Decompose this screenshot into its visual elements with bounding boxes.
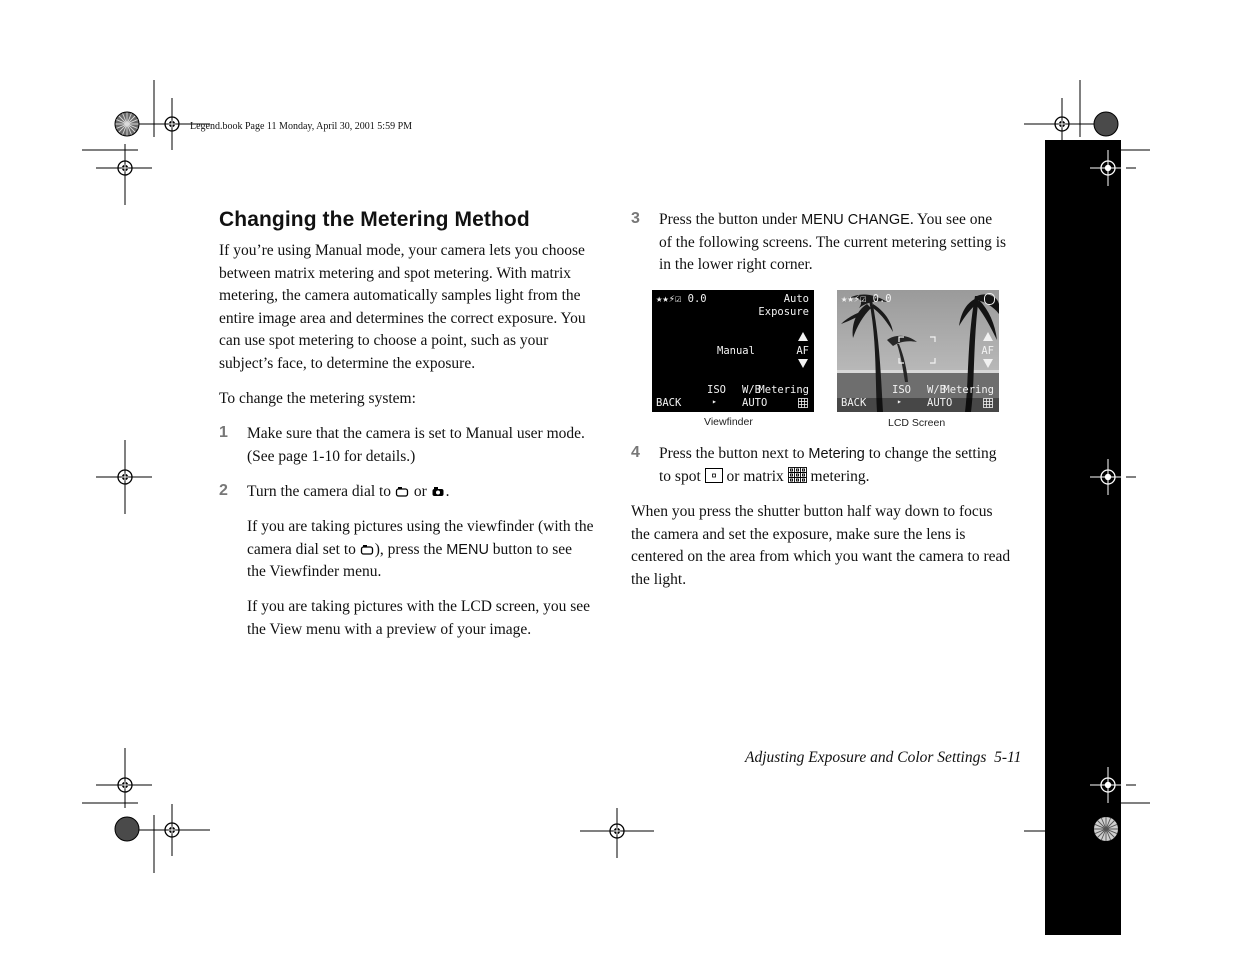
af-up-arrow-icon — [798, 332, 808, 341]
step-2-viewfinder-text — [247, 516, 609, 584]
step-line-part: to spot — [659, 467, 701, 485]
step-line: the Viewfinder menu. — [247, 563, 382, 581]
matrix-metering-icon — [983, 398, 993, 408]
mode-label: Manual — [717, 345, 755, 357]
auto-label: Auto — [783, 293, 809, 305]
card-status-icon — [984, 293, 995, 305]
spot-metering-icon — [705, 468, 723, 483]
intro-line: metering, the camera automatically samples light from the — [219, 287, 581, 305]
step-1-number: 1 — [219, 424, 228, 441]
page-footer: Adjusting Exposure and Color Settings 5-11 — [745, 749, 1022, 766]
closing-line: centered on the area from which you want the camera to read — [631, 548, 1011, 566]
metering-label: Metering — [758, 384, 809, 396]
metering-key-label: Metering — [808, 446, 865, 462]
step-3-text — [659, 209, 1024, 277]
closing-line: the light. — [631, 570, 687, 588]
step-line-part: Press the button under — [659, 211, 798, 228]
step-2-mid: or — [413, 483, 427, 500]
flash-quality-icon: ★★ — [656, 293, 669, 305]
step-4-text — [659, 443, 1024, 488]
step-2-number: 2 — [219, 482, 228, 499]
metering-label: Metering — [943, 384, 994, 396]
iso-arrow-icon: ▸ — [712, 397, 717, 406]
step-line — [659, 443, 1024, 466]
af-label: AF — [981, 345, 994, 357]
step-line — [659, 209, 1024, 232]
exposure-label: Exposure — [758, 306, 809, 318]
step-line: the View menu with a preview of your image. — [247, 620, 532, 638]
flash-quality-icon: ★★ — [841, 293, 854, 305]
af-down-arrow-icon — [798, 359, 808, 368]
menu-change-key-label: MENU CHANGE — [801, 212, 910, 228]
book-info-header: Legend.book Page 11 Monday, April 30, 2001 5:59 PM — [190, 121, 413, 132]
step-line-part: or matrix — [726, 467, 784, 485]
viewfinder-caption: Viewfinder — [704, 416, 753, 428]
back-label: BACK — [841, 397, 867, 409]
to-change-text: To change the metering system: — [219, 390, 416, 407]
intro-paragraph — [219, 240, 604, 376]
step-1-text — [247, 423, 607, 468]
status-bar — [841, 293, 892, 305]
viewfinder-screen — [652, 290, 814, 412]
page-heading: Changing the Metering Method — [219, 208, 530, 231]
wb-value: AUTO — [742, 397, 768, 409]
step-4-number: 4 — [631, 444, 640, 461]
step-line: If you are taking pictures using the viewfinder (with the — [247, 518, 594, 535]
wb-label: W/B — [742, 384, 761, 396]
step-line: in the lower right corner. — [659, 256, 813, 274]
step-2-pre: Turn the camera dial to — [247, 483, 392, 500]
exposure-comp-icon: ⚡☑ — [668, 293, 682, 305]
af-label: AF — [796, 345, 809, 357]
af-up-arrow-icon — [983, 332, 993, 341]
matrix-metering-icon — [798, 398, 808, 408]
step-line-part: . You see one — [909, 211, 993, 228]
intro-line: can use spot metering to choose a point, such as your — [219, 332, 549, 350]
step-line-part: Press the button next to — [659, 445, 805, 462]
exposure-value: 0.0 — [872, 293, 892, 305]
exposure-comp-icon: ⚡☑ — [853, 293, 867, 305]
closing-paragraph — [631, 501, 1026, 591]
menu-key-label: MENU — [446, 541, 489, 558]
step-line: If you are taking pictures with the LCD screen, you see — [247, 598, 591, 615]
step-2-lcd-text — [247, 596, 609, 641]
viewfinder-mode-icon — [395, 486, 410, 498]
intro-line: If you’re using Manual mode, your camera lets you choose — [219, 242, 585, 259]
step-line-part: metering. — [810, 467, 870, 485]
focus-brackets — [897, 335, 937, 365]
step-line-part: to change the setting — [868, 445, 997, 462]
wb-label: W/B — [927, 384, 946, 396]
step-3-number: 3 — [631, 210, 640, 227]
closing-line: the camera and set the exposure, make sure the lens is — [631, 525, 966, 543]
iso-label: ISO — [707, 384, 726, 396]
iso-arrow-icon: ▸ — [897, 397, 902, 406]
viewfinder-mode-icon — [360, 544, 375, 556]
step-line — [659, 466, 1024, 489]
step-2-text — [247, 481, 449, 504]
exposure-value: 0.0 — [687, 293, 707, 305]
step-line: of the following screens. The current metering setting is — [659, 233, 1007, 251]
step-line-part: camera dial set to — [247, 540, 356, 558]
af-down-arrow-icon — [983, 359, 993, 368]
step-line — [247, 539, 609, 562]
step-line-part: button to see — [492, 540, 573, 558]
step-2-post: . — [445, 483, 450, 500]
step-line-part: ), press the — [374, 540, 443, 558]
intro-line: subject’s face, to determine the exposure. — [219, 354, 476, 372]
iso-label: ISO — [892, 384, 911, 396]
wb-value: AUTO — [927, 397, 953, 409]
step-line: Make sure that the camera is set to Manual user mode. — [247, 425, 585, 442]
step-line: (See page 1-10 for details.) — [247, 447, 416, 465]
lcd-caption: LCD Screen — [888, 417, 946, 429]
matrix-metering-icon — [788, 467, 807, 483]
intro-line: between matrix metering and spot metering. With matrix — [219, 264, 572, 282]
closing-line: When you press the shutter button half way down to focus — [631, 503, 993, 520]
status-bar — [656, 293, 707, 305]
back-label: BACK — [656, 397, 682, 409]
intro-line: entire image area and determines the correct exposure. You — [219, 309, 586, 327]
lcd-screen — [837, 290, 999, 412]
lcd-mode-icon — [431, 486, 446, 498]
